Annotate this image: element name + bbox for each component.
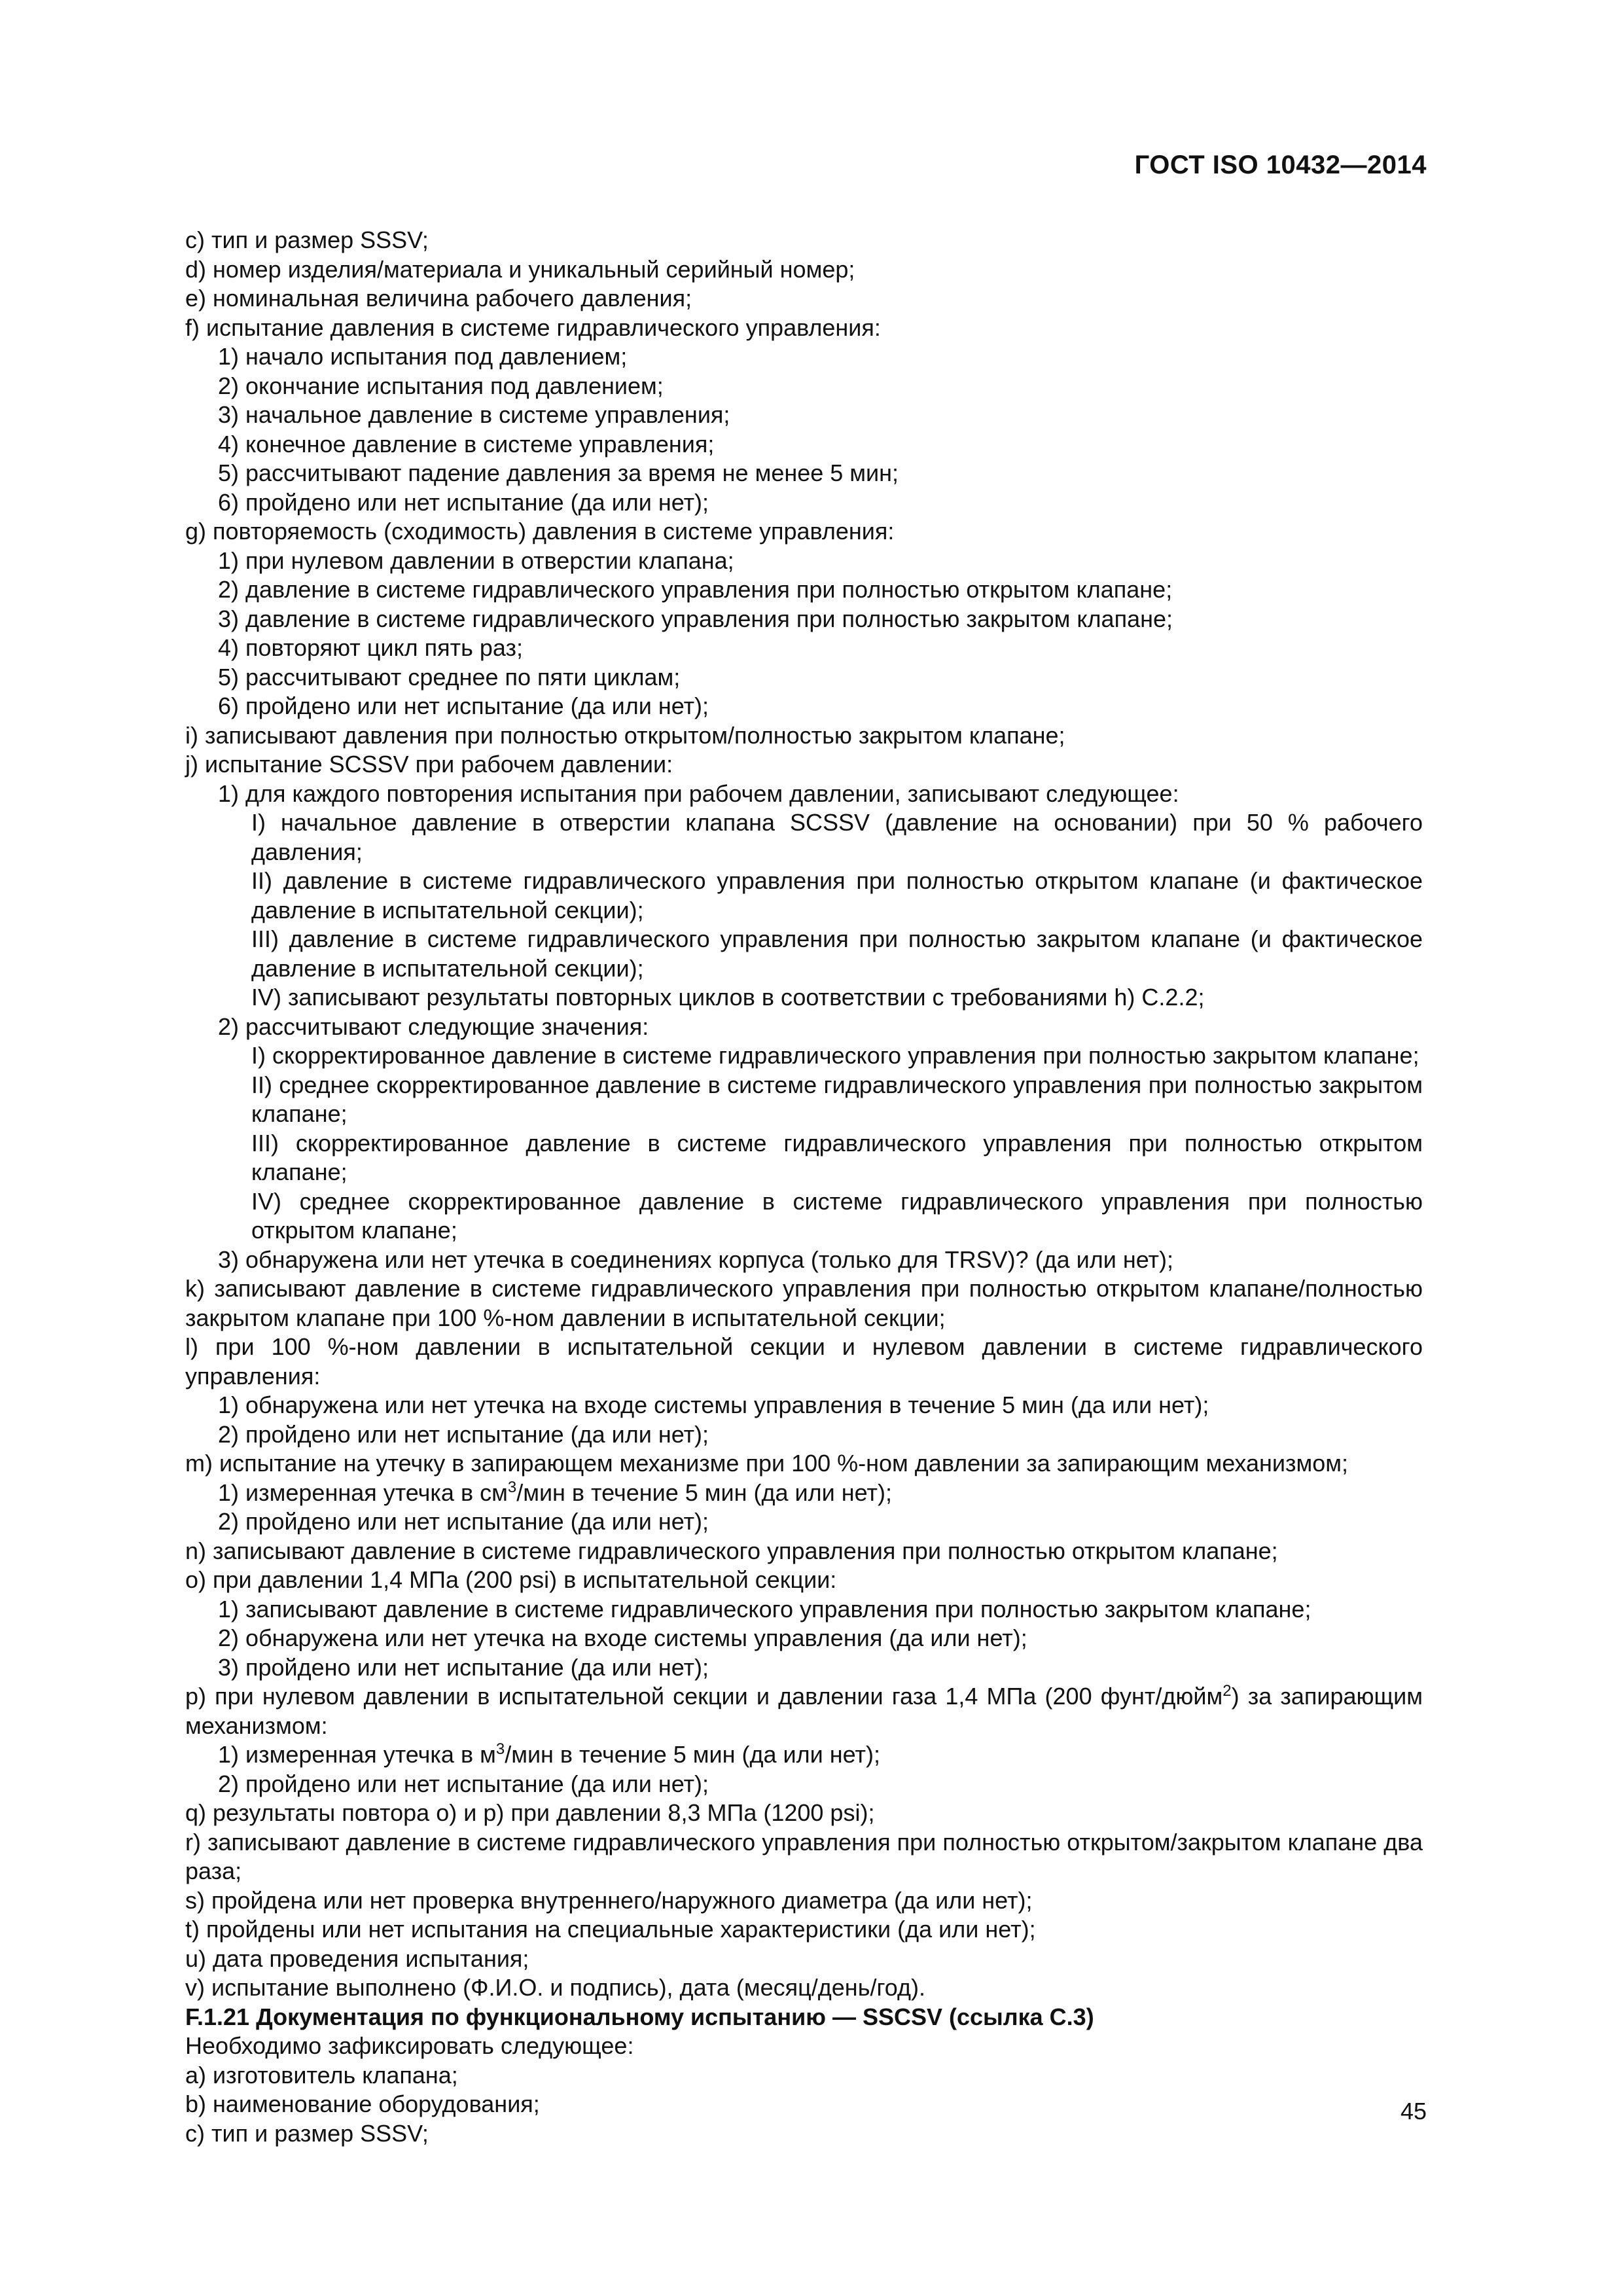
superscript: 3 <box>495 1740 505 1758</box>
list-item-text: f) испытание давления в системе гидравлического управления: <box>185 314 881 341</box>
list-item <box>115 1595 1423 1624</box>
list-item-text: 6) пройдено или нет испытание (да или нет); <box>218 692 709 719</box>
list-item-text: g) повторяемость (сходимость) давления в системе управления: <box>185 518 895 545</box>
list-item <box>115 1799 1423 1828</box>
list-item <box>115 1013 1423 1042</box>
list-item-text: c) тип и размер SSSV; <box>185 226 429 253</box>
list-item-text: 3) начальное давление в системе управления; <box>218 401 730 428</box>
list-item <box>115 372 1423 401</box>
list-item-text: c) тип и размер SSSV; <box>185 2119 429 2147</box>
list-item-text: 3) пройдено или нет испытание (да или нет); <box>218 1653 709 1681</box>
list-item <box>115 1653 1423 1683</box>
list-item-text: 6) пройдено или нет испытание (да или нет); <box>218 488 709 516</box>
list-item <box>115 342 1423 372</box>
list-item-text: III) скорректированное давление в системе гидравлического управления при полностью открытом клапане; <box>251 1129 1423 1185</box>
list-item <box>115 1945 1423 1974</box>
superscript: 2 <box>1222 1682 1232 1700</box>
list-item <box>115 459 1423 488</box>
section-heading <box>115 2003 1423 2032</box>
list-item <box>115 780 1423 809</box>
list-item <box>115 1537 1423 1566</box>
list-item <box>115 547 1423 576</box>
list-item-text-after: ) за запирающим механизмом: <box>185 1683 1423 1739</box>
standard-header: ГОСТ ISO 10432—2014 <box>1134 151 1427 179</box>
list-item-text: 1) обнаружена или нет утечка на входе системы управления в течение 5 мин (да или нет); <box>218 1391 1209 1418</box>
list-item <box>115 1449 1423 1479</box>
list-item <box>115 1770 1423 1799</box>
list-item <box>115 1333 1423 1391</box>
list-item-text: 2) пройдено или нет испытание (да или нет); <box>218 1420 709 1448</box>
list-item-text: e) номинальная величина рабочего давления; <box>185 285 692 312</box>
list-item <box>115 1129 1423 1187</box>
list-item-text: n) записывают давление в системе гидравлического управления при полностью открытом клапане; <box>185 1537 1278 1564</box>
list-item-text: 1) измеренная утечка в см <box>218 1479 508 1506</box>
list-item <box>115 808 1423 867</box>
list-item-text: I) скорректированное давление в системе гидравлического управления при полностью закрытом клапане; <box>251 1042 1419 1069</box>
list-item <box>115 1828 1423 1886</box>
list-item-text: q) результаты повтора o) и p) при давлении 8,3 МПа (1200 psi); <box>185 1799 875 1826</box>
list-item-text: 1) измеренная утечка в м <box>218 1741 496 1768</box>
list-item-text: b) наименование оборудования; <box>185 2090 540 2117</box>
list-item-text: 5) рассчитывают среднее по пяти циклам; <box>218 663 681 691</box>
list-item-text: t) пройдены или нет испытания на специальные характеристики (да или нет); <box>185 1916 1036 1943</box>
list-item <box>115 1566 1423 1595</box>
list-item <box>115 925 1423 983</box>
list-item-text: III) давление в системе гидравлического управления при полностью закрытом клапане (и фактическое давление в испытательной секции); <box>251 925 1423 982</box>
list-item-text: 3) обнаружена или нет утечка в соединениях корпуса (только для TRSV)? (да или нет); <box>218 1246 1174 1273</box>
list-item-text: 3) давление в системе гидравлического управления при полностью закрытом клапане; <box>218 605 1173 632</box>
list-item-text: 2) окончание испытания под давлением; <box>218 372 664 399</box>
list-item-text: d) номер изделия/материала и уникальный серийный номер; <box>185 255 855 283</box>
list-item-text: 2) обнаружена или нет утечка на входе системы управления (да или нет); <box>218 1624 1027 1651</box>
list-item-text: j) испытание SCSSV при рабочем давлении: <box>185 751 673 778</box>
list-item <box>115 2119 1423 2149</box>
list-item <box>115 1886 1423 1916</box>
list-item-text: II) давление в системе гидравлического управления при полностью открытом клапане (и фактическое давление в испытательной секции); <box>251 867 1423 924</box>
list-item-text: 1) для каждого повторения испытания при рабочем давлении, записывают следующее: <box>218 780 1179 807</box>
list-item-text: 4) повторяют цикл пять раз; <box>218 634 524 661</box>
list-item <box>115 1682 1423 1740</box>
list-item-text: 1) начало испытания под давлением; <box>218 343 628 370</box>
list-item-text: 2) давление в системе гидравлического управления при полностью открытом клапане; <box>218 576 1173 603</box>
list-item-text: m) испытание на утечку в запирающем механизме при 100 %-ном давлении за запирающим механизмом; <box>185 1450 1349 1477</box>
list-item-text: 1) при нулевом давлении в отверстии клапана; <box>218 547 734 574</box>
list-item <box>115 663 1423 692</box>
list-item-text: o) при давлении 1,4 МПа (200 psi) в испытательной секции: <box>185 1566 837 1593</box>
list-item <box>115 1420 1423 1450</box>
list-item-text: F.1.21 Документация по функциональному испытанию — SSCSV (ссылка C.3) <box>185 2003 1094 2030</box>
list-item <box>115 983 1423 1013</box>
list-item <box>115 284 1423 314</box>
list-item-text: 2) пройдено или нет испытание (да или нет); <box>218 1770 709 1797</box>
list-item-text: 1) записывают давление в системе гидравлического управления при полностью закрытом клапане; <box>218 1595 1311 1623</box>
list-item <box>115 1973 1423 2003</box>
list-item <box>115 1274 1423 1333</box>
list-item-text: II) среднее скорректированное давление в системе гидравлического управления при полностью закрытом клапане; <box>251 1071 1423 1127</box>
list-item <box>115 1740 1423 1770</box>
page-number: 45 <box>1400 2098 1427 2125</box>
list-item <box>115 1507 1423 1537</box>
list-item <box>115 2061 1423 2090</box>
list-item <box>115 401 1423 430</box>
list-item <box>115 2090 1423 2119</box>
list-item-text: a) изготовитель клапана; <box>185 2061 458 2089</box>
list-item <box>115 314 1423 343</box>
list-item <box>115 575 1423 605</box>
list-item-text: 5) рассчитывают падение давления за время не менее 5 мин; <box>218 459 899 486</box>
list-item <box>115 1479 1423 1508</box>
list-item-text: i) записывают давления при полностью открытом/полностью закрытом клапане; <box>185 721 1065 749</box>
list-item-text: p) при нулевом давлении в испытательной секции и давлении газа 1,4 МПа (200 фунт/дюйм <box>185 1683 1223 1710</box>
list-item-text: Необходимо зафиксировать следующее: <box>185 2032 634 2059</box>
list-item-text-after: /мин в течение 5 мин (да или нет); <box>505 1741 880 1768</box>
list-item <box>115 1624 1423 1653</box>
list-item <box>115 721 1423 751</box>
list-item-text: I) начальное давление в отверстии клапана SCSSV (давление на основании) при 50 % рабочего давления; <box>251 809 1423 865</box>
list-item-text: 4) конечное давление в системе управления; <box>218 430 715 457</box>
list-item-text: r) записывают давление в системе гидравлического управления при полностью открытом/закрытом клапане два раза; <box>185 1828 1423 1884</box>
list-item <box>115 226 1423 255</box>
list-item-text-after: /мин в течение 5 мин (да или нет); <box>516 1479 892 1506</box>
list-item <box>115 255 1423 285</box>
list-item <box>115 1915 1423 1945</box>
list-item <box>115 1187 1423 1246</box>
list-item <box>115 430 1423 459</box>
list-item <box>115 488 1423 518</box>
superscript: 3 <box>507 1478 517 1496</box>
list-item <box>115 517 1423 547</box>
list-item <box>115 1391 1423 1420</box>
list-item-text: 2) рассчитывают следующие значения: <box>218 1013 649 1040</box>
list-item-text: u) дата проведения испытания; <box>185 1945 529 1972</box>
list-item <box>115 605 1423 634</box>
list-item <box>115 1041 1423 1071</box>
list-item <box>115 1246 1423 1275</box>
list-item-text: IV) среднее скорректированное давление в системе гидравлического управления при полностью открытом клапане; <box>251 1187 1423 1244</box>
list-item <box>115 634 1423 663</box>
list-item-text: s) пройдена или нет проверка внутреннего/наружного диаметра (да или нет); <box>185 1886 1033 1914</box>
list-item-text: l) при 100 %-ном давлении в испытательной секции и нулевом давлении в системе гидравлического управления: <box>185 1333 1423 1390</box>
list-item <box>115 1071 1423 1129</box>
list-item-text: IV) записывают результаты повторных циклов в соответствии с требованиями h) C.2.2; <box>251 984 1205 1011</box>
list-item <box>115 692 1423 721</box>
document-body <box>115 226 1423 2148</box>
list-item-text: v) испытание выполнено (Ф.И.О. и подпись), дата (месяц/день/год). <box>185 1974 926 2001</box>
list-item <box>115 2032 1423 2061</box>
list-item-text: k) записывают давление в системе гидравлического управления при полностью открытом клапане/полностью закрытом клапане при 100 %-ном давлении в испытательной секции; <box>185 1275 1423 1331</box>
list-item <box>115 867 1423 925</box>
list-item-text: 2) пройдено или нет испытание (да или нет); <box>218 1508 709 1535</box>
list-item <box>115 750 1423 780</box>
